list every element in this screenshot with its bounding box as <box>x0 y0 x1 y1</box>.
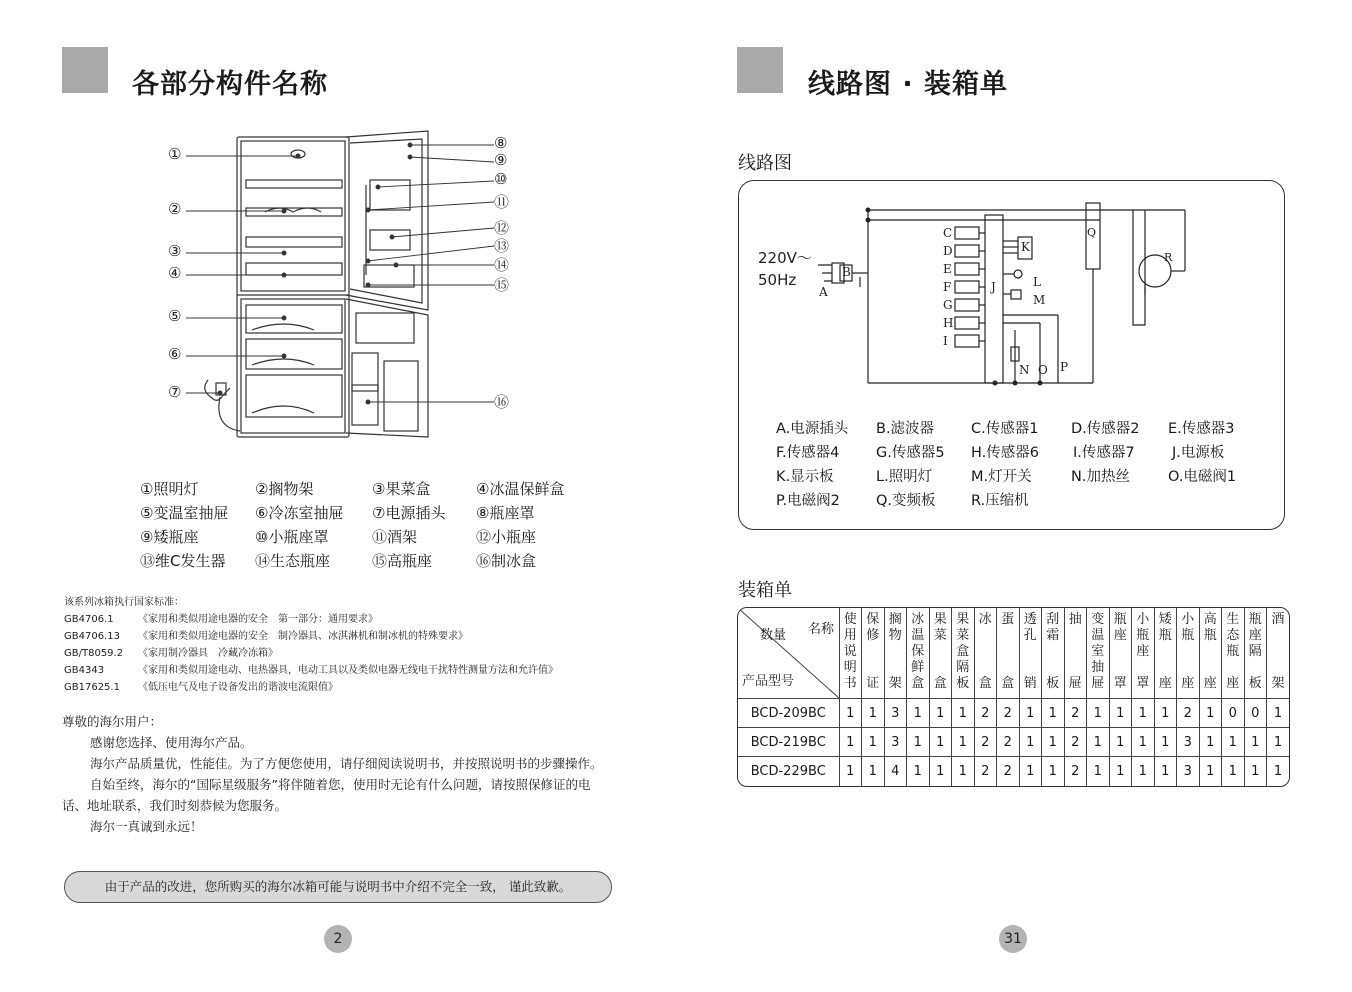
diagram-letter-r: R <box>1164 251 1173 264</box>
packing-col-header: 瓶 座 罩 <box>1109 608 1132 699</box>
packing-qty-cell: 1 <box>1087 728 1110 757</box>
circuit-legend-g: G.传感器5 <box>876 445 945 461</box>
packing-col-header: 搁 物 架 <box>884 608 907 699</box>
packing-col-header: 高 瓶 座 <box>1199 608 1222 699</box>
packing-col-header: 生 态 瓶 座 <box>1222 608 1245 699</box>
circuit-legend-n: N.加热丝 <box>1071 469 1130 485</box>
voltage-label: 220V～ <box>758 249 812 267</box>
packing-qty-cell: 2 <box>974 728 997 757</box>
diagram-letter-k: K <box>1021 240 1030 254</box>
packing-qty-cell: 1 <box>1132 757 1155 786</box>
callout-12: ⑫ <box>494 219 510 237</box>
packing-qty-cell: 2 <box>1177 699 1200 728</box>
packing-qty-cell: 1 <box>1132 699 1155 728</box>
callout-15: ⑮ <box>494 276 510 294</box>
packing-col-header: 蛋 盒 <box>997 608 1020 699</box>
standard-row: GB/T8059.2 《家用制冷器具 冷藏冷冻箱》 <box>64 648 278 659</box>
corner-model: 产品型号 <box>742 674 795 689</box>
circuit-legend-k: K.显示板 <box>776 469 834 485</box>
circuit-legend-c: C.传感器1 <box>971 421 1039 437</box>
callout-2: ② <box>168 200 182 218</box>
circuit-legend-o: O.电磁阀1 <box>1168 469 1237 485</box>
packing-qty-cell: 1 <box>1042 757 1065 786</box>
page-title-right: 线路图 · 装箱单 <box>808 69 1009 100</box>
packing-qty-cell: 1 <box>839 699 862 728</box>
circuit-legend-b: B.滤波器 <box>876 421 935 437</box>
circuit-heading: 线路图 <box>738 153 792 174</box>
fridge-diagram <box>160 125 530 445</box>
title-marker-left <box>62 47 108 93</box>
callout-14: ⑭ <box>494 256 510 274</box>
circuit-legend-f: F.传感器4 <box>776 445 840 461</box>
circuit-legend-j: J.电源板 <box>1172 445 1225 461</box>
letter-greeting: 尊敬的海尔用户： <box>62 714 163 729</box>
letter-p2: 海尔产品质量优，性能佳。为了方便您使用，请仔细阅读说明书，并按照说明书的步骤操作。 <box>90 756 603 771</box>
circuit-diagram <box>800 195 1200 395</box>
circuit-legend-a: A.电源插头 <box>776 421 849 437</box>
circuit-legend-h: H.传感器6 <box>971 445 1039 461</box>
diagram-letter-h: H <box>943 316 954 330</box>
diagram-letter-j: J <box>991 280 996 294</box>
callout-6: ⑥ <box>168 345 182 363</box>
packing-col-header: 刮 霜 板 <box>1042 608 1065 699</box>
standard-row: GB4343 《家用和类似用途电动、电热器具，电动工具以及类似电器无线电干扰特性测量方法和允许值》 <box>64 665 558 676</box>
packing-col-header: 保 修 证 <box>862 608 885 699</box>
packing-qty-cell: 1 <box>1199 757 1222 786</box>
legend-r0c3: ④冰温保鲜盒 <box>476 480 565 498</box>
legend-r3c0: ⑬维C发生器 <box>140 552 226 570</box>
diagram-letter-o: O <box>1038 363 1048 377</box>
callout-16: ⑯ <box>494 393 510 411</box>
packing-qty-cell: 1 <box>1199 728 1222 757</box>
diagram-letter-p: P <box>1060 360 1069 374</box>
diagram-letter-m: M <box>1033 293 1046 307</box>
callout-9: ⑨ <box>494 151 508 169</box>
packing-table-frame <box>737 607 1290 787</box>
packing-model-cell: BCD-209BC <box>738 699 839 728</box>
packing-qty-cell: 1 <box>1109 728 1132 757</box>
corner-qty: 数量 <box>760 628 787 643</box>
legend-r1c2: ⑦电源插头 <box>372 504 446 522</box>
packing-qty-cell: 1 <box>907 728 930 757</box>
circuit-legend-l: L.照明灯 <box>876 469 933 485</box>
packing-qty-cell: 0 <box>1244 699 1267 728</box>
packing-qty-cell: 1 <box>839 757 862 786</box>
legend-r1c0: ⑤变温室抽屉 <box>140 504 229 522</box>
packing-table <box>738 608 1289 786</box>
standards-header: 该系列冰箱执行国家标准： <box>64 597 184 608</box>
callout-5: ⑤ <box>168 307 182 325</box>
packing-row <box>738 757 1289 786</box>
packing-qty-cell: 1 <box>952 757 975 786</box>
callout-1: ① <box>168 145 182 163</box>
page-title-left: 各部分构件名称 <box>132 69 328 100</box>
packing-qty-cell: 1 <box>1132 728 1155 757</box>
packing-qty-cell: 1 <box>929 757 952 786</box>
packing-qty-cell: 1 <box>952 728 975 757</box>
packing-qty-cell: 2 <box>997 728 1020 757</box>
packing-qty-cell: 1 <box>1109 699 1132 728</box>
standard-row: GB4706.1 《家用和类似用途电器的安全 第一部分：通用要求》 <box>64 614 378 625</box>
packing-qty-cell: 0 <box>1222 699 1245 728</box>
legend-r0c2: ③果菜盒 <box>372 480 431 498</box>
packing-qty-cell: 4 <box>884 757 907 786</box>
packing-qty-cell: 1 <box>907 757 930 786</box>
packing-qty-cell: 1 <box>1019 728 1042 757</box>
callout-10: ⑩ <box>494 170 508 188</box>
packing-col-header: 瓶 座 隔 板 <box>1244 608 1267 699</box>
circuit-legend-d: D.传感器2 <box>1071 421 1140 437</box>
packing-qty-cell: 1 <box>1154 757 1177 786</box>
packing-qty-cell: 2 <box>974 757 997 786</box>
packing-qty-cell: 1 <box>1042 699 1065 728</box>
diagram-letter-q: Q <box>1087 226 1097 239</box>
packing-qty-cell: 2 <box>997 699 1020 728</box>
page-number-right: 31 <box>999 925 1027 953</box>
page-number-left: 2 <box>324 925 352 953</box>
legend-r0c0: ①照明灯 <box>140 480 199 498</box>
packing-qty-cell: 1 <box>1154 699 1177 728</box>
packing-col-header: 果 菜 盒 隔 板 <box>952 608 975 699</box>
packing-row <box>738 728 1289 757</box>
diagram-letter-e: E <box>943 262 952 276</box>
diagram-letter-g: G <box>943 298 953 312</box>
circuit-legend-q: Q.变频板 <box>876 493 936 509</box>
packing-col-header: 矮 瓶 座 <box>1154 608 1177 699</box>
packing-col-header: 变 温 室 抽 屉 <box>1087 608 1110 699</box>
packing-qty-cell: 1 <box>1154 728 1177 757</box>
packing-qty-cell: 1 <box>1019 699 1042 728</box>
packing-qty-cell: 1 <box>839 728 862 757</box>
diagram-letter-i: I <box>943 334 948 348</box>
packing-qty-cell: 3 <box>884 699 907 728</box>
packing-col-header: 小 瓶 座 <box>1177 608 1200 699</box>
packing-qty-cell: 1 <box>862 757 885 786</box>
packing-row <box>738 699 1289 728</box>
legend-r3c2: ⑮高瓶座 <box>372 552 433 570</box>
callout-7: ⑦ <box>168 383 182 401</box>
packing-qty-cell: 1 <box>1042 728 1065 757</box>
packing-qty-cell: 3 <box>884 728 907 757</box>
legend-r1c3: ⑧瓶座罩 <box>476 504 535 522</box>
packing-col-header: 透 孔 销 <box>1019 608 1042 699</box>
packing-qty-cell: 1 <box>1244 728 1267 757</box>
packing-col-header: 冰 温 保 鲜 盒 <box>907 608 930 699</box>
packing-qty-cell: 2 <box>1064 699 1087 728</box>
diagram-letter-b: B <box>842 265 851 279</box>
packing-qty-cell: 1 <box>862 728 885 757</box>
packing-qty-cell: 1 <box>1244 757 1267 786</box>
circuit-legend-i: I.传感器7 <box>1073 445 1135 461</box>
notice-banner: 由于产品的改进，您所购买的海尔冰箱可能与说明书中介绍不完全一致， 谨此致歉。 <box>64 871 612 903</box>
legend-r2c1: ⑩小瓶座罩 <box>255 528 329 546</box>
packing-qty-cell: 1 <box>1267 757 1290 786</box>
packing-heading: 装箱单 <box>738 580 792 601</box>
packing-col-header: 抽 屉 <box>1064 608 1087 699</box>
packing-qty-cell: 1 <box>1267 699 1290 728</box>
packing-qty-cell: 1 <box>1087 699 1110 728</box>
packing-qty-cell: 1 <box>929 728 952 757</box>
circuit-legend-r: R.压缩机 <box>971 493 1029 509</box>
packing-qty-cell: 1 <box>907 699 930 728</box>
packing-qty-cell: 1 <box>1222 757 1245 786</box>
packing-qty-cell: 1 <box>1109 757 1132 786</box>
standard-row: GB17625.1 《低压电气及电子设备发出的谐波电流限值》 <box>64 682 338 693</box>
letter-p4: 海尔一真诚到永远！ <box>90 819 203 834</box>
customer-letter <box>62 711 607 837</box>
standard-row: GB4706.13 《家用和类似用途电器的安全 制冷器具、冰淇淋机和制冰机的特殊要求》 <box>64 631 468 642</box>
packing-col-header: 使 用 说 明 书 <box>839 608 862 699</box>
frequency-label: 50Hz <box>758 271 797 289</box>
corner-name: 名称 <box>808 622 835 637</box>
packing-model-cell: BCD-229BC <box>738 757 839 786</box>
packing-qty-cell: 2 <box>974 699 997 728</box>
letter-p1: 感谢您选择、使用海尔产品。 <box>90 735 253 750</box>
letter-p3: 自始至终，海尔的“国际星级服务”将伴随着您，使用时无论有什么问题，请按照保修证的电话、地址联系，我们时刻恭候为您服务。 <box>62 777 591 813</box>
diagram-letter-c: C <box>943 226 953 240</box>
callout-3: ③ <box>168 242 182 260</box>
packing-corner-cell <box>738 608 839 699</box>
legend-r2c2: ⑪酒架 <box>372 528 418 546</box>
packing-col-header: 酒 架 <box>1267 608 1290 699</box>
packing-qty-cell: 1 <box>1222 728 1245 757</box>
legend-r1c1: ⑥冷冻室抽屉 <box>255 504 344 522</box>
legend-r3c3: ⑯制冰盒 <box>476 552 537 570</box>
diagram-letter-a: A <box>819 285 828 299</box>
packing-qty-cell: 2 <box>997 757 1020 786</box>
legend-r3c1: ⑭生态瓶座 <box>255 552 331 570</box>
packing-qty-cell: 1 <box>929 699 952 728</box>
packing-model-cell: BCD-219BC <box>738 728 839 757</box>
legend-r0c1: ②搁物架 <box>255 480 314 498</box>
diagram-letter-n: N <box>1019 363 1030 377</box>
diagram-letter-f: F <box>943 280 952 294</box>
legend-r2c3: ⑫小瓶座 <box>476 528 537 546</box>
packing-qty-cell: 1 <box>952 699 975 728</box>
packing-qty-cell: 1 <box>1087 757 1110 786</box>
packing-qty-cell: 2 <box>1064 757 1087 786</box>
packing-qty-cell: 3 <box>1177 728 1200 757</box>
circuit-legend-p: P.电磁阀2 <box>776 493 840 509</box>
title-marker-right <box>737 47 783 93</box>
packing-col-header: 果 菜 盒 <box>929 608 952 699</box>
circuit-legend-e: E.传感器3 <box>1168 421 1235 437</box>
packing-header-row <box>738 608 1289 699</box>
legend-r2c0: ⑨矮瓶座 <box>140 528 199 546</box>
packing-qty-cell: 1 <box>862 699 885 728</box>
packing-qty-cell: 1 <box>1267 728 1290 757</box>
callout-11: ⑪ <box>494 193 510 211</box>
packing-qty-cell: 1 <box>1199 699 1222 728</box>
diagram-letter-d: D <box>943 244 953 258</box>
packing-qty-cell: 2 <box>1064 728 1087 757</box>
packing-qty-cell: 1 <box>1019 757 1042 786</box>
packing-qty-cell: 3 <box>1177 757 1200 786</box>
callout-4: ④ <box>168 264 182 282</box>
packing-col-header: 冰 盒 <box>974 608 997 699</box>
callout-13: ⑬ <box>494 237 510 255</box>
callout-8: ⑧ <box>494 134 508 152</box>
diagram-letter-l: L <box>1033 275 1041 289</box>
circuit-legend-m: M.灯开关 <box>971 469 1032 485</box>
packing-col-header: 小 瓶 座 罩 <box>1132 608 1155 699</box>
